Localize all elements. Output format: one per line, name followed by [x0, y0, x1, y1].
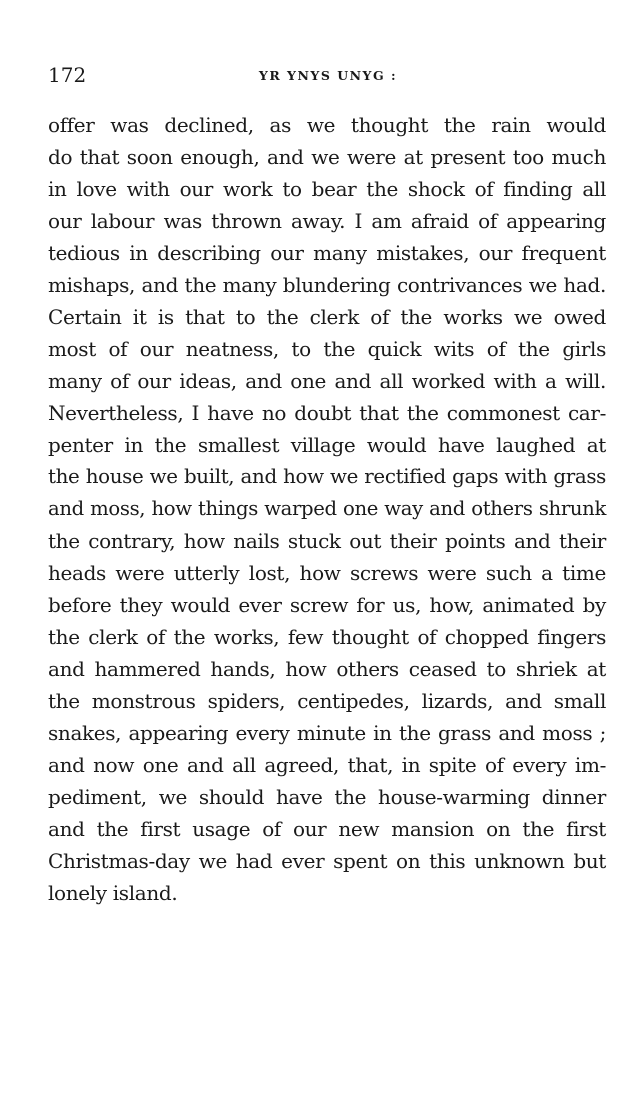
text-line: lonely island.	[48, 881, 178, 905]
text-line: before they would ever screw for us, how, animated by	[48, 593, 606, 617]
text-line: pediment, we should have the house-warming dinner	[48, 785, 606, 809]
text-line: the house we built, and how we rectified gaps with grass	[48, 465, 606, 488]
text-line: and moss, how things warped one way and others shrunk	[48, 497, 606, 520]
text-line: snakes, appearing every minute in the grass and moss ;	[48, 721, 606, 745]
text-line: and the first usage of our new mansion on the first	[48, 817, 606, 841]
text-line: our labour was thrown away. I am afraid of appearing	[48, 209, 606, 233]
page-number: 172	[48, 63, 87, 87]
text-line: and hammered hands, how others ceased to shriek at	[48, 657, 606, 681]
text-line: do that soon enough, and we were at present too much	[48, 145, 606, 169]
text-line: most of our neatness, to the quick wits of the girls	[48, 337, 606, 361]
text-line: penter in the smallest village would have laughed at	[48, 433, 606, 457]
text-line: tedious in describing our many mistakes, our frequent	[48, 241, 606, 265]
text-line: Christmas-day we had ever spent on this unknown but	[48, 849, 606, 873]
text-line: many of our ideas, and one and all worked with a will.	[48, 369, 606, 393]
text-line: Nevertheless, I have no doubt that the commonest car-	[48, 401, 606, 425]
running-head	[48, 62, 608, 88]
text-line: heads were utterly lost, how screws were such a time	[48, 561, 606, 585]
text-line: in love with our work to bear the shock of finding all	[48, 177, 606, 201]
text-line: offer was declined, as we thought the rain would	[48, 113, 606, 137]
text-line: Certain it is that to the clerk of the works we owed	[48, 305, 606, 329]
text-line: and now one and all agreed, that, in spite of every im-	[48, 753, 606, 777]
running-title: YR YNYS UNYG :	[258, 68, 398, 83]
text-line: the monstrous spiders, centipedes, lizards, and small	[48, 689, 606, 713]
text-line: the contrary, how nails stuck out their points and their	[48, 529, 606, 553]
text-line: mishaps, and the many blundering contrivances we had.	[48, 273, 606, 297]
text-line: the clerk of the works, few thought of chopped fingers	[48, 625, 606, 649]
body-text	[48, 109, 606, 909]
